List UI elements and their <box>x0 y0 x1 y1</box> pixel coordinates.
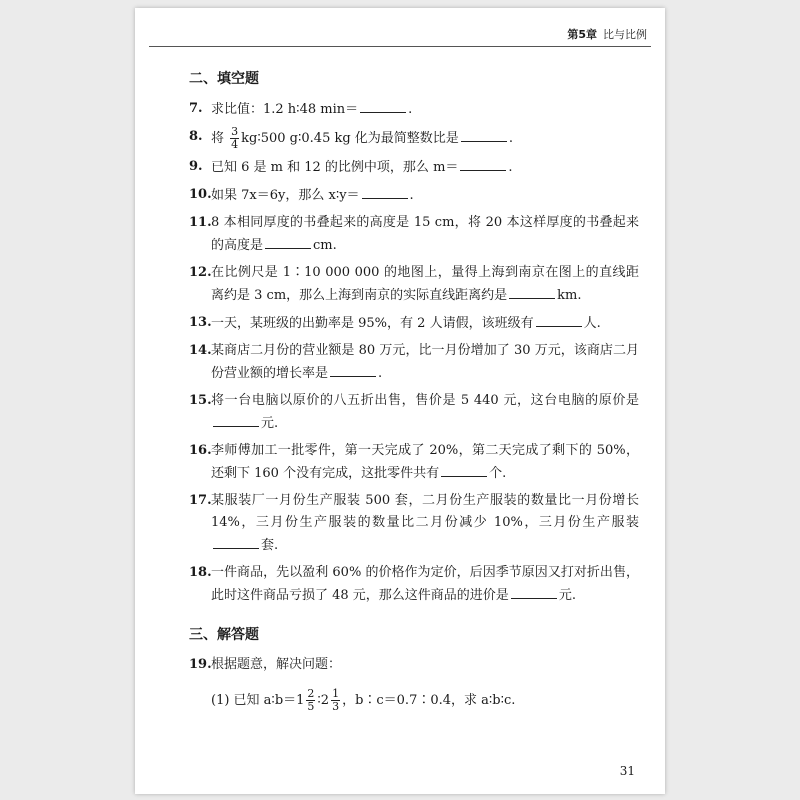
question-number: 14. <box>189 343 212 358</box>
question-12: 12. 在比例尺是 1∶10 000 000 的地图上，量得上海到南京在图上的直线距离约是 3 cm，那么上海到南京的实际直线距离约是 km. <box>189 262 639 307</box>
question-text: 一天，某班级的出勤率是 95%，有 2 人请假，该班级有 <box>211 316 534 331</box>
header-rule <box>149 46 651 47</box>
answer-blank[interactable] <box>213 534 259 549</box>
fraction: $\frac{2}{5}$ <box>307 687 315 713</box>
question-text: 一件商品，先以盈利 60% 的价格作为定价，后因季节原因又打对折出售，此时这件商品亏损了 48 元，那么这件商品的进价是 <box>211 565 639 603</box>
question-7: 7. 求比值：1.2 h∶48 min＝ . <box>189 98 639 121</box>
textbook-page <box>135 8 665 794</box>
question-19 <box>189 654 639 676</box>
question-text: 如果 7x＝6y，那么 x∶y＝ <box>211 188 360 203</box>
question-number: 7. <box>189 101 203 116</box>
question-17: 17. 某服装厂一月份生产服装 500 套，二月份生产服装的数量比一月份增长 14%，三月份生产服装的数量比二月份减少 10%，三月份生产服装套. <box>189 490 639 557</box>
answer-blank[interactable] <box>441 462 487 477</box>
question-11: 11. 8 本相同厚度的书叠起来的高度是 15 cm，将 20 本这样厚度的书叠起来的高度是 cm. <box>189 212 639 257</box>
question-text: 8 本相同厚度的书叠起来的高度是 15 cm，将 20 本这样厚度的书叠起来的高度是 <box>211 215 639 253</box>
question-text: 根据题意，解决问题： <box>211 657 342 672</box>
answer-blank[interactable] <box>511 584 557 599</box>
question-text: 将一台电脑以原价的八五折出售，售价是 5 440 元，这台电脑的原价是 <box>211 393 639 408</box>
page-header <box>567 26 647 42</box>
question-number: 9. <box>189 159 203 174</box>
content <box>189 68 639 713</box>
answer-blank[interactable] <box>536 312 582 327</box>
answer-blank[interactable] <box>330 362 376 377</box>
question-number: 11. <box>189 215 212 230</box>
question-15: 15. 将一台电脑以原价的八五折出售，售价是 5 440 元，这台电脑的原价是元. <box>189 390 639 435</box>
chapter-title: 比与比例 <box>603 28 647 41</box>
question-number: 10. <box>189 187 212 202</box>
question-number: 16. <box>189 443 212 458</box>
question-18: 18. 一件商品，先以盈利 60% 的价格作为定价，后因季节原因又打对折出售，此时这件商品亏损了 48 元，那么这件商品的进价是 元. <box>189 562 639 607</box>
chapter-label: 第5章 <box>567 28 597 41</box>
answer-blank[interactable] <box>360 98 406 113</box>
page-number: 31 <box>619 764 635 778</box>
question-9: 9. 已知 6 是 m 和 12 的比例中项，那么 m＝ . <box>189 156 639 179</box>
question-text: 某服装厂一月份生产服装 500 套，二月份生产服装的数量比一月份增长 14%，三月份生产服装的数量比二月份减少 10%，三月份生产服装 <box>211 493 639 530</box>
question-text: 某商店二月份的营业额是 80 万元，比一月份增加了 30 万元，该商店二月份营业额的增长率是 <box>211 343 639 381</box>
question-number: 13. <box>189 315 212 330</box>
answer-blank[interactable] <box>362 184 408 199</box>
question-text: 求比值：1.2 h∶48 min＝ <box>211 102 359 117</box>
fraction: $\frac{1}{3}$ <box>332 687 340 713</box>
question-13: 13. 一天，某班级的出勤率是 95%，有 2 人请假，该班级有 人. <box>189 312 639 335</box>
answer-blank[interactable] <box>265 234 311 249</box>
answer-blank[interactable] <box>509 284 555 299</box>
question-10: 10. 如果 7x＝6y，那么 x∶y＝ . <box>189 184 639 207</box>
fraction: $\frac{3}{4}$ <box>231 125 239 151</box>
question-14: 14. 某商店二月份的营业额是 80 万元，比一月份增加了 30 万元，该商店二月份营业额的增长率是 . <box>189 340 639 385</box>
answer-blank[interactable] <box>461 127 507 142</box>
question-number: 19. <box>189 657 212 672</box>
question-8: 8. 将 $\frac{3}{4}$ kg∶500 g∶0.45 kg 化为最简整数比是 . <box>189 125 513 151</box>
section-fill-in-title: 二、填空题 <box>189 71 259 87</box>
question-number: 8. <box>189 129 203 144</box>
question-text: 已知 6 是 m 和 12 的比例中项，那么 m＝ <box>211 160 459 175</box>
question-19-part-1: (1) 已知 a∶b＝1 $\frac{2}{5}$ ∶2 $\frac{1}{3}$ ，b∶c＝0.7∶0.4，求 a∶b∶c. <box>211 687 516 713</box>
question-text: 在比例尺是 1∶10 000 000 的地图上，量得上海到南京在图上的直线距离约是 3 cm，那么上海到南京的实际直线距离约是 <box>211 265 639 303</box>
question-16: 16. 李师傅加工一批零件，第一天完成了 20%，第二天完成了剩下的 50%，还剩下 160 个没有完成，这批零件共有 个. <box>189 440 639 485</box>
answer-blank[interactable] <box>213 412 259 427</box>
question-text: 李师傅加工一批零件，第一天完成了 20%，第二天完成了剩下的 50%，还剩下 160 个没有完成，这批零件共有 <box>211 443 639 481</box>
section-answer-title: 三、解答题 <box>189 627 259 643</box>
question-text: kg∶500 g∶0.45 kg 化为最简整数比是 <box>241 131 459 146</box>
question-number: 18. <box>189 565 212 580</box>
question-number: 12. <box>189 265 212 280</box>
question-number: 17. <box>189 493 212 508</box>
question-number: 15. <box>189 393 212 408</box>
answer-blank[interactable] <box>460 156 506 171</box>
